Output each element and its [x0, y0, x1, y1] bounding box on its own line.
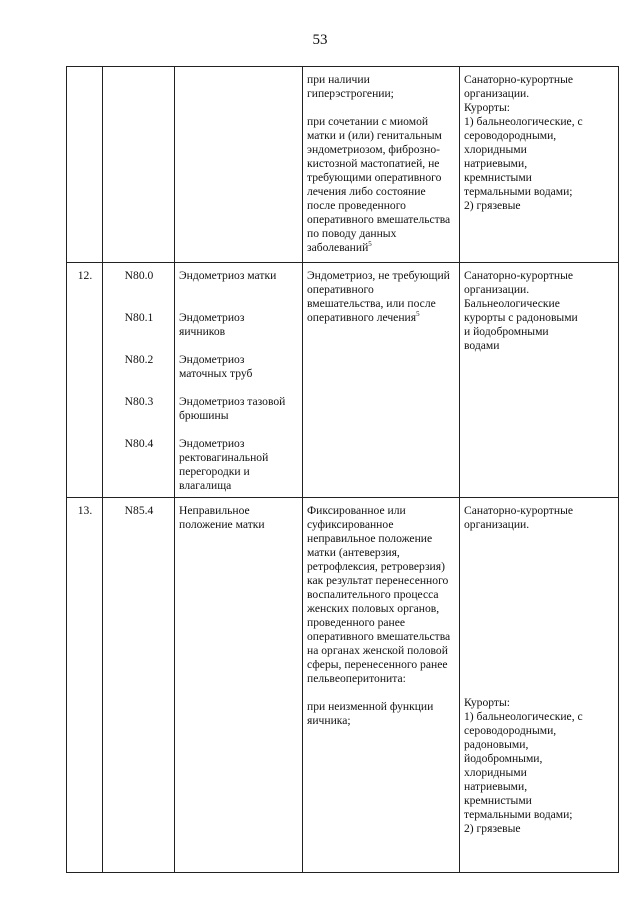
- icd-code: N80.2: [124, 353, 154, 366]
- resort-line: хлоридными: [464, 143, 527, 156]
- resort-line: Курорты:: [464, 696, 510, 709]
- condition-line: неправильное положение: [307, 532, 433, 545]
- resort-line: водами: [464, 339, 500, 352]
- icd-code: N85.4: [124, 504, 154, 517]
- table-row-13: [67, 498, 619, 873]
- diagnosis-cell: [175, 498, 303, 873]
- resort-line: 1) бальнеологические, с: [464, 710, 583, 723]
- conditions-cell: [303, 263, 460, 498]
- condition-line: кистозной мастопатией, не: [307, 157, 440, 170]
- resort-line: термальными водами;: [464, 185, 573, 198]
- condition-line: Эндометриоз, не требующий: [307, 269, 450, 282]
- condition-line: воспалительного процесса: [307, 588, 439, 601]
- resort-line: Санаторно-курортные: [464, 269, 574, 282]
- condition-line: матки и (или) генитальным: [307, 129, 442, 142]
- page-number: 53: [312, 32, 328, 48]
- condition-line: гиперэстрогении;: [307, 87, 394, 100]
- resort-line: и йодобромными: [464, 325, 549, 338]
- condition-line: матки (антеверзия,: [307, 546, 400, 559]
- condition-line: по поводу данных: [307, 227, 397, 240]
- diagnosis-item: Эндометриоз тазовой брюшины: [179, 395, 286, 422]
- resort-line: Санаторно-курортные: [464, 504, 574, 517]
- icd-code: N80.1: [124, 311, 154, 324]
- condition-line: оперативного вмешательства: [307, 213, 451, 226]
- footnote-mark: 5: [416, 310, 420, 318]
- condition-line: сферы, перенесенного ранее: [307, 658, 448, 671]
- resort-line: кремнистыми: [464, 794, 532, 807]
- diagnosis-item: Эндометриоз маточных труб: [179, 353, 253, 380]
- resort-line: организации.: [464, 87, 530, 100]
- resort-line: 2) грязевые: [464, 199, 521, 212]
- conditions-cell: [303, 498, 460, 873]
- treatment-table: [66, 66, 619, 873]
- resort-line: хлоридными: [464, 766, 527, 779]
- row-number-cell: 12.: [67, 263, 103, 498]
- resort-line: кремнистыми: [464, 171, 532, 184]
- code-cell: [103, 498, 175, 873]
- code-cell: [103, 263, 175, 498]
- condition-line: женских половых органов,: [307, 602, 440, 615]
- condition-line: заболеваний$^5$: [307, 240, 372, 254]
- condition-line: эндометриозом, фиброзно-: [307, 143, 441, 156]
- resort-line: 2) грязевые: [464, 822, 521, 835]
- row-number-cell: 13.: [67, 498, 103, 873]
- diagnosis-line: Неправильное: [179, 504, 250, 517]
- condition-line: пельвеоперитонита:: [307, 672, 406, 685]
- icd-code: N80.4: [124, 437, 154, 450]
- resort-line: организации.: [464, 518, 530, 531]
- condition-line: ретрофлексия, ретроверзия): [307, 560, 445, 573]
- row-number-cell: [67, 67, 103, 263]
- diagnosis-line: положение матки: [179, 518, 265, 531]
- diagnosis-item: Эндометриоз ректовагинальной перегородки и влагалища: [179, 437, 269, 492]
- condition-line: яичника;: [307, 714, 351, 727]
- condition-line: после проведенного: [307, 199, 406, 212]
- condition-line: оперативного вмешательства: [307, 630, 451, 643]
- icd-code: N80.0: [124, 269, 154, 282]
- resort-line: радоновыми,: [464, 738, 529, 751]
- diagnosis-item: Эндометриоз матки: [179, 269, 277, 282]
- condition-line: оперативного лечения$^5$: [307, 310, 420, 324]
- icd-code: N80.3: [124, 395, 154, 408]
- condition-line: при наличии: [307, 73, 370, 86]
- resorts-cell: [460, 67, 619, 263]
- condition-line: оперативного: [307, 283, 374, 296]
- table-row-continuation: [67, 67, 619, 263]
- diagnosis-item: Эндометриоз яичников: [179, 311, 245, 338]
- conditions-cell: [303, 67, 460, 263]
- code-cell: [103, 67, 175, 263]
- condition-line: при сочетании с миомой: [307, 115, 429, 128]
- resort-line: натриевыми,: [464, 157, 528, 170]
- resort-line: курорты с радоновыми: [464, 311, 578, 324]
- condition-line: суфиксированное: [307, 518, 394, 531]
- condition-line: при неизменной функции: [307, 700, 434, 713]
- resorts-cell: [460, 263, 619, 498]
- resort-line: Курорты:: [464, 101, 510, 114]
- resort-line: термальными водами;: [464, 808, 573, 821]
- resort-line: 1) бальнеологические, с: [464, 115, 583, 128]
- resort-line: Санаторно-курортные: [464, 73, 574, 86]
- diagnosis-cell: [175, 67, 303, 263]
- diagnosis-cell: [175, 263, 303, 498]
- resort-line: организации.: [464, 283, 530, 296]
- condition-line: лечения либо состояние: [307, 185, 426, 198]
- resort-line: Бальнеологические: [464, 297, 560, 310]
- condition-line: проведенного ранее: [307, 616, 406, 629]
- resort-line: сероводородными,: [464, 129, 557, 142]
- resort-line: сероводородными,: [464, 724, 557, 737]
- resort-line: йодобромными,: [464, 752, 543, 765]
- condition-line: Фиксированное или: [307, 504, 406, 517]
- footnote-mark: 5: [368, 240, 372, 248]
- resorts-cell: [460, 498, 619, 873]
- resort-line: натриевыми,: [464, 780, 528, 793]
- condition-line: требующими оперативного: [307, 171, 442, 184]
- table-row-12: [67, 263, 619, 498]
- condition-line: как результат перенесенного: [307, 574, 449, 587]
- condition-line: вмешательства, или после: [307, 297, 436, 310]
- condition-line: на органах женской половой: [307, 644, 448, 657]
